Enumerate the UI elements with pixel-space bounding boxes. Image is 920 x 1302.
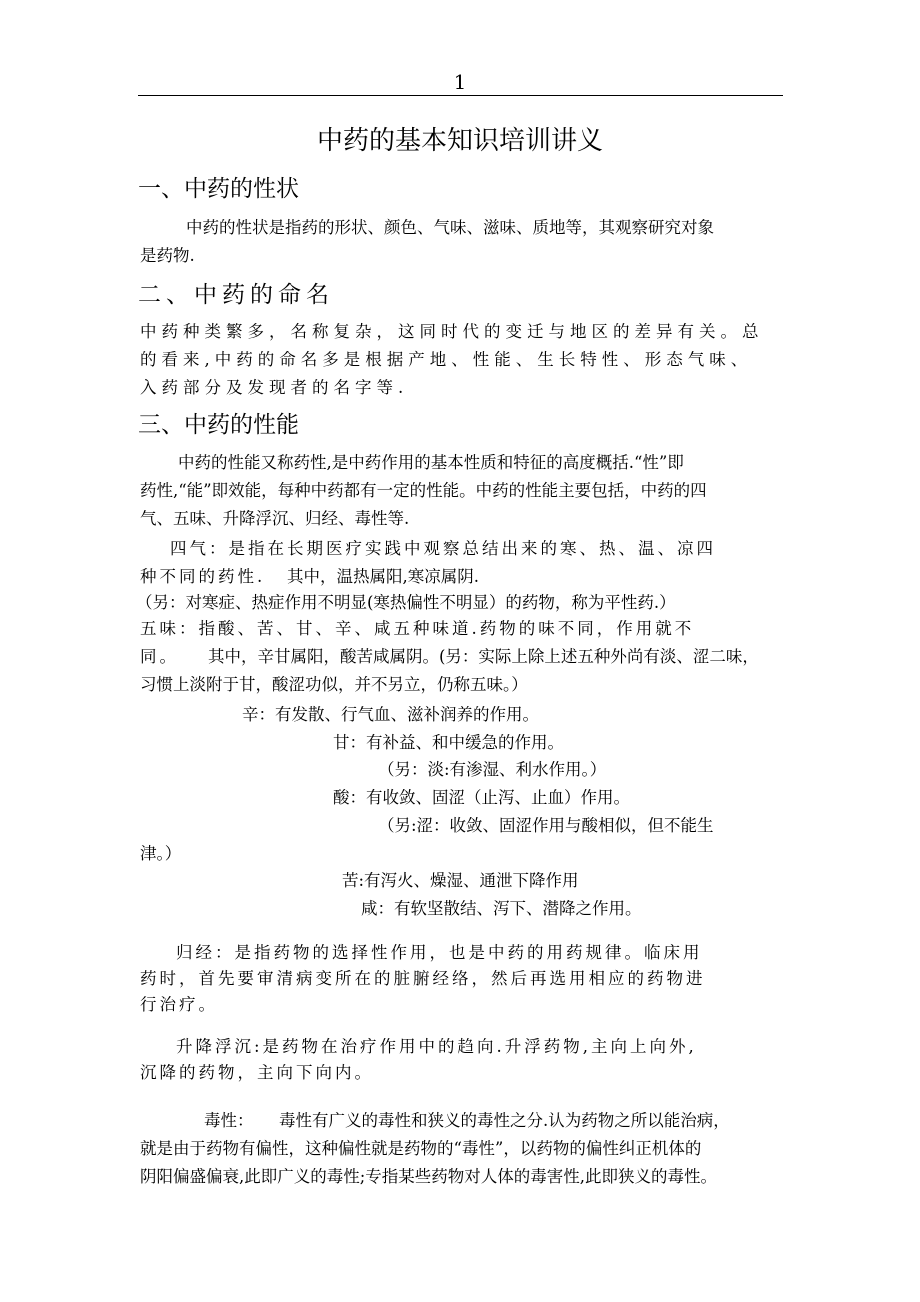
- paragraph-line: （另：对寒症、热症作用不明显(寒热偏性不明显）的药物，称为平性药.）: [136, 593, 676, 612]
- document-title: 中药的基本知识培训讲义: [316, 126, 603, 156]
- paragraph-line: 甘：有补益、和中缓急的作用。: [333, 733, 564, 752]
- section-heading-naming: 二、中药的命名: [138, 282, 334, 308]
- paragraph-line: 种不同的药性.: [140, 567, 266, 586]
- paragraph-line: 归经：是指药物的选择性作用，也是中药的用药规律。临床用: [176, 943, 703, 962]
- paragraph-line: 习惯上淡附于甘，酸涩功似，并不另立，仍称五味。）: [140, 675, 528, 694]
- paragraph-line: 咸：有软坚散结、泻下、潜降之作用。: [361, 899, 642, 918]
- page-number: 1: [453, 70, 467, 94]
- paragraph-line: 酸：有收敛、固涩（止泻、止血）作用。: [333, 788, 630, 807]
- paragraph-line: 是药物.: [140, 246, 195, 265]
- paragraph-line: 气、五味、升降浮沉、归经、毒性等.: [140, 509, 410, 528]
- paragraph-line: 五味：指酸、苦、甘、辛、咸五种味道.药物的味不同，作用就不: [140, 619, 695, 638]
- paragraph-line: 毒性有广义的毒性和狭义的毒性之分.认为药物之所以能治病，: [279, 1111, 730, 1130]
- paragraph-line: 沉降的药物，主向下向内。: [140, 1063, 374, 1082]
- paragraph-line: 其中，辛甘属阳，酸苦咸属阴。(另：实际上除上述五种外尚有淡、涩二味，: [208, 647, 759, 666]
- paragraph-line: （另：淡:有渗湿、利水作用。）: [378, 760, 607, 779]
- paragraph-line: 行治疗。: [140, 995, 218, 1014]
- paragraph-line: 中药的性能又称药性,是中药作用的基本性质和特征的高度概括.“性”即: [178, 453, 684, 472]
- paragraph-line: 就是由于药物有偏性，这种偏性就是药物的“毒性”，以药物的偏性纠正机体的: [140, 1139, 702, 1158]
- paragraph-line: 中药种类繁多，名称复杂，这同时代的变迁与地区的差异有关。总: [140, 322, 764, 341]
- section-heading-properties: 一、中药的性状: [138, 176, 299, 202]
- paragraph-line: 同。: [140, 647, 179, 666]
- section-heading-performance: 三、中药的性能: [138, 412, 299, 438]
- paragraph-line: 其中，温热属阳,寒凉属阴.: [287, 567, 479, 586]
- paragraph-line: 升降浮沉:是药物在治疗作用中的趋向.升浮药物,主向上向外,: [176, 1037, 697, 1056]
- paragraph-line: 药时，首先要审清病变所在的脏腑经络，然后再选用相应的药物进: [140, 969, 706, 988]
- toxicity-label: 毒性：: [204, 1111, 254, 1130]
- paragraph-line: 苦:有泻火、燥湿、通泄下降作用: [342, 871, 579, 890]
- header-rule: [138, 95, 783, 96]
- paragraph-line: 四气：是指在长期医疗实践中观察总结出来的寒、热、温、凉四: [170, 539, 716, 558]
- paragraph-line: 辛：有发散、行气血、滋补润养的作用。: [242, 705, 539, 724]
- paragraph-line: 津。）: [140, 844, 182, 863]
- paragraph-line: 药性,“能”即效能，每种中药都有一定的性能。中药的性能主要包括，中药的四: [140, 481, 707, 500]
- paragraph-line: 中药的性状是指药的形状、颜色、气味、滋味、质地等，其观察研究对象: [186, 218, 714, 237]
- paragraph-line: 入药部分及发现者的名字等.: [140, 378, 409, 397]
- paragraph-line: 阴阳偏盛偏衰,此即广义的毒性;专指某些药物对人体的毒害性,此即狭义的毒性。: [140, 1167, 718, 1186]
- paragraph-line: （另:涩：收敛、固涩作用与酸相似，但不能生: [378, 816, 714, 835]
- paragraph-line: 的看来,中药的命名多是根据产地、性能、生长特性、形态气味、: [140, 350, 753, 369]
